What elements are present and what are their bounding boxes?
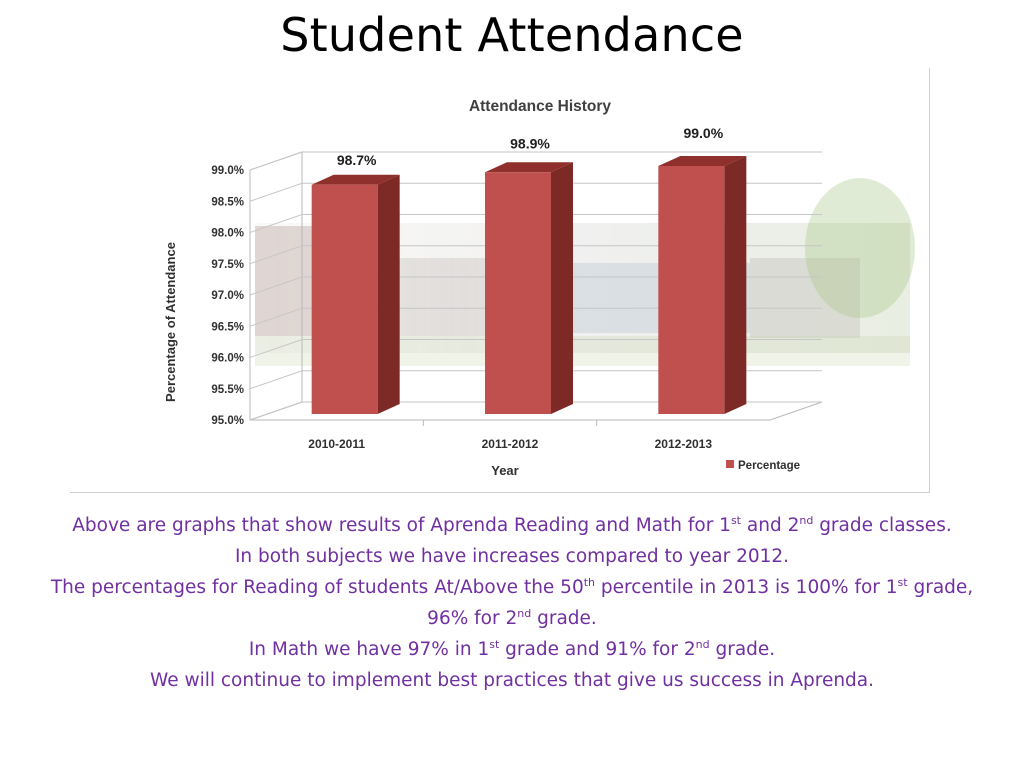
y-tick-label: 96.5% — [211, 321, 244, 334]
x-tick-label: 2012-2013 — [654, 437, 713, 451]
legend — [726, 460, 800, 472]
legend-label: Percentage — [738, 460, 801, 472]
bar-front — [485, 172, 551, 414]
bar — [658, 156, 746, 414]
data-label: 98.9% — [510, 135, 550, 152]
chart-frame — [70, 68, 930, 493]
data-labels — [337, 125, 724, 168]
attendance-chart — [70, 68, 930, 493]
body-line-5: We will continue to implement best practices that give us success in Aprenda. — [149, 670, 875, 691]
bar — [312, 175, 400, 414]
body-line-3: The percentages for Reading of students At/Above the 50th percentile in 2013 is 100% for 1st grade, 96% for 2nd grade. — [50, 576, 974, 629]
bar-side — [378, 175, 400, 414]
data-label: 99.0% — [683, 125, 724, 141]
x-tick-label: 2011-2012 — [481, 437, 539, 451]
y-tick-label: 96.0% — [211, 352, 244, 365]
x-axis-title: Year — [491, 463, 519, 478]
data-label: 98.7% — [336, 151, 377, 168]
chart-title: Attendance History — [468, 98, 612, 115]
y-tick-label: 97.0% — [211, 290, 244, 302]
body-line-4: In Math we have 97% in 1st grade and 91% for 2nd grade. — [248, 638, 776, 660]
body-text — [30, 510, 994, 696]
x-tick-label: 2010-2011 — [308, 437, 366, 451]
body-line-2: In both subjects we have increases compared to year 2012. — [234, 546, 790, 567]
y-axis-title: Percentage of Attendance — [163, 242, 178, 402]
bar — [485, 162, 573, 414]
bar-side — [724, 156, 746, 414]
x-axis — [308, 420, 712, 451]
y-tick-label: 98.5% — [211, 196, 244, 209]
bar-front — [312, 185, 378, 414]
y-tick-label: 97.5% — [211, 258, 244, 271]
y-tick-label: 95.0% — [211, 415, 244, 427]
bar-side — [551, 162, 573, 414]
bars — [312, 156, 747, 414]
y-tick-label: 99.0% — [211, 165, 244, 177]
y-axis — [211, 165, 244, 427]
body-line-1: Above are graphs that show results of Aprenda Reading and Math for 1st and 2nd grade classes. — [72, 514, 952, 536]
legend-swatch — [726, 460, 734, 468]
y-tick-label: 98.0% — [211, 227, 244, 240]
y-tick-label: 95.5% — [211, 383, 244, 396]
bar-front — [658, 166, 724, 414]
slide-title: Student Attendance — [280, 8, 744, 62]
